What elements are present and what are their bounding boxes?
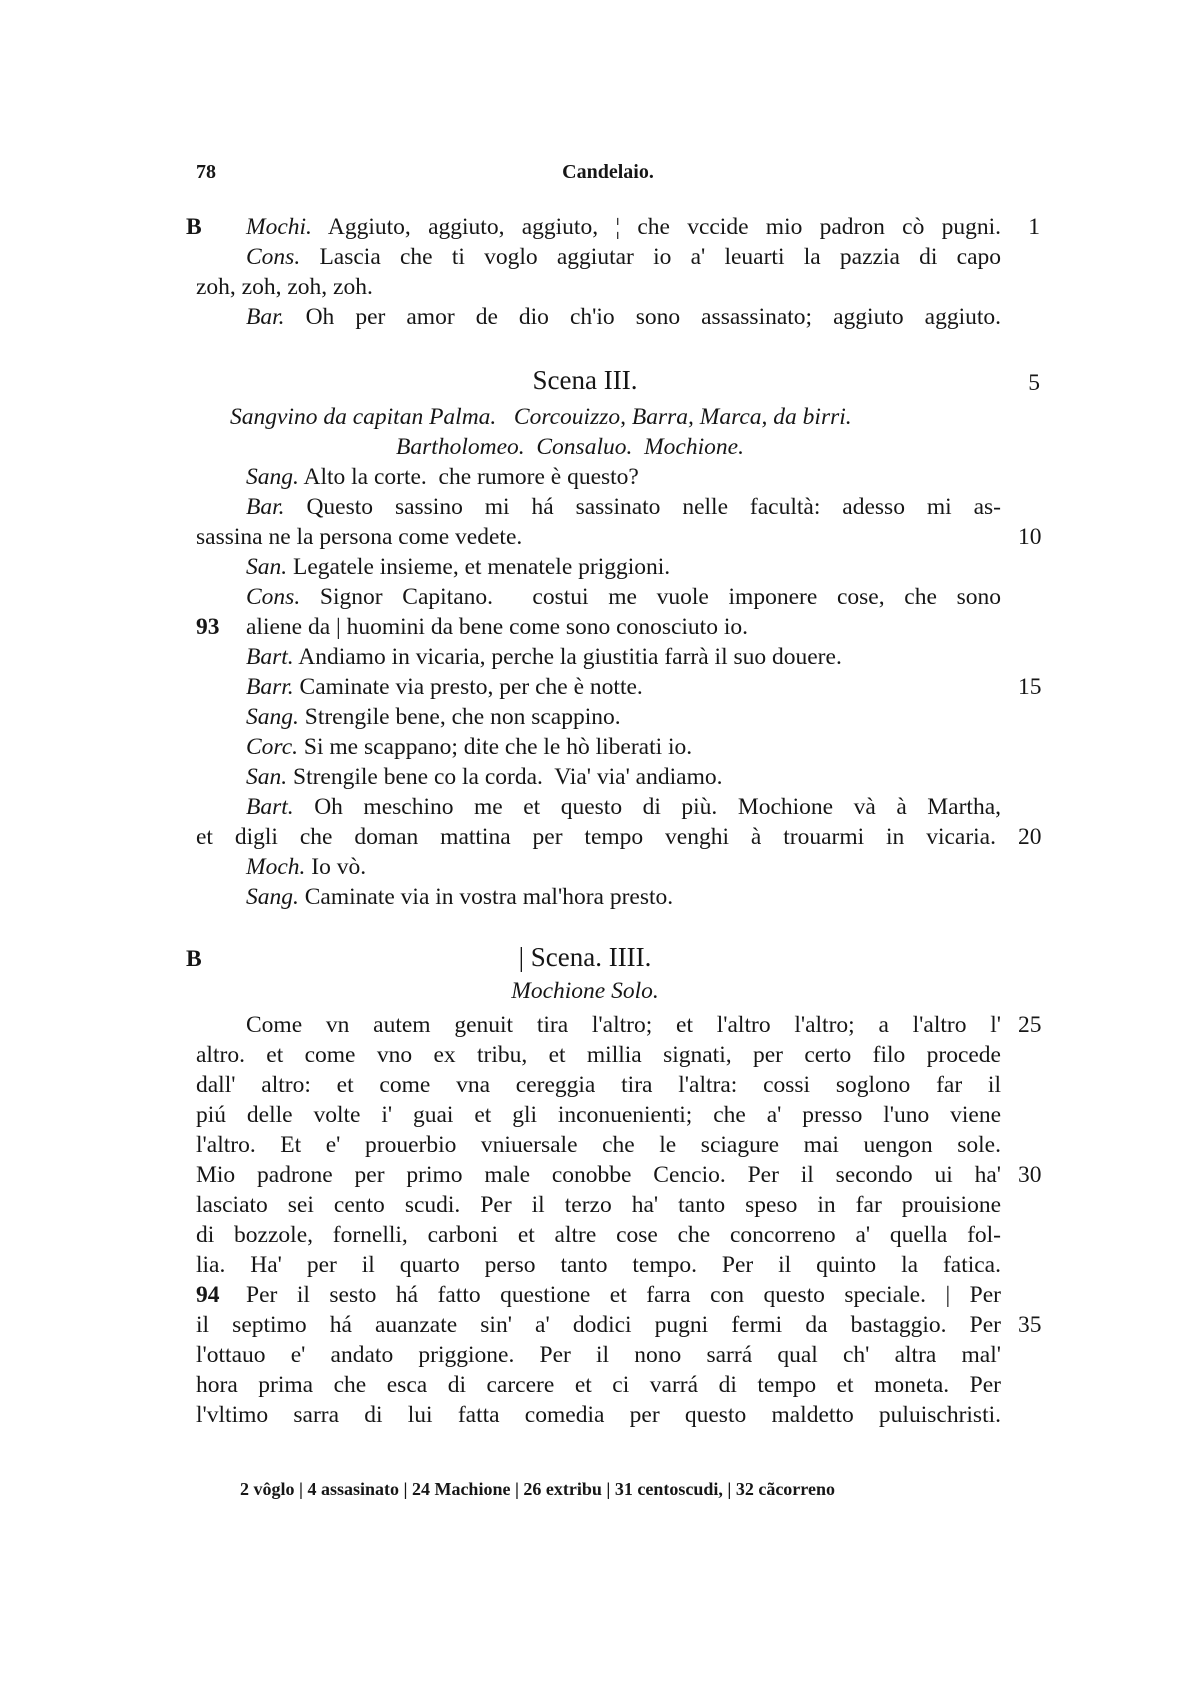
line-number: 1 — [1028, 214, 1040, 240]
scene-heading: | Scena. IIII. — [518, 942, 652, 972]
speech-text: Questo sassino mi há sassinato nelle facultà: adesso mi as- — [306, 494, 1001, 520]
line-number: 35 — [1018, 1312, 1042, 1338]
text-line: di bozzole, fornelli, carboni et altre cose che concorreno a' quella fol- — [196, 1222, 1001, 1248]
speech-text: Aggiuto, aggiuto, aggiuto, ¦ che vccide mio padron cò pugni. — [327, 214, 1001, 240]
speech-text: Legatele insieme, et menatele priggioni. — [293, 554, 671, 580]
text-line — [246, 642, 1001, 672]
margin-ref-93: 93 — [196, 614, 220, 640]
scene-heading: Scena III. — [532, 365, 638, 395]
speaker-label: Cons. — [246, 244, 301, 270]
speaker-label: Bart. — [246, 644, 294, 670]
speaker-label: Cons. — [246, 584, 301, 610]
speaker-label: Barr. — [246, 674, 294, 700]
speaker-label: Moch. — [246, 854, 306, 880]
text-line — [246, 212, 1001, 242]
line-number: 15 — [1018, 674, 1042, 700]
speaker-label: Bar. — [246, 304, 285, 330]
speaker-label: Bar. — [246, 494, 285, 520]
text-line: l'vltimo sarra di lui fatta comedia per questo maldetto puluischristi. — [196, 1402, 1001, 1428]
speaker-label: Mochi. — [246, 214, 312, 240]
speech-text: Si me scappano; dite che le hò liberati io. — [303, 734, 693, 760]
text-line: aliene da | huomini da bene come sono conosciuto io. — [246, 614, 748, 640]
running-title: Candelaio. — [562, 161, 654, 183]
line-number: 25 — [1018, 1012, 1042, 1038]
text-line — [246, 852, 1001, 882]
text-line — [246, 672, 1001, 702]
cast-list: Sangvino da capitan Palma. Corcouizzo, Barra, Marca, da birri. — [230, 404, 852, 430]
text-line: zoh, zoh, zoh, zoh. — [196, 274, 373, 300]
speech-text: Io vò. — [311, 854, 367, 880]
line-number: 5 — [1028, 370, 1040, 396]
speech-text: Caminate via presto, per che è notte. — [299, 674, 643, 700]
speaker-label: Sang. — [246, 464, 299, 490]
speaker-label: San. — [246, 554, 288, 580]
text-line: dall' altro: et come vna cereggia tira l'altra: cossi soglono far il — [196, 1072, 1001, 1098]
text-line: l'altro. Et e' prouerbio vniuersale che le sciagure mai uengon sole. — [196, 1132, 1001, 1158]
margin-b-marker: B — [186, 214, 202, 240]
text-line — [246, 582, 1001, 612]
line-number: 30 — [1018, 1162, 1042, 1188]
text-line — [246, 462, 1001, 492]
speech-text: Alto la corte. che rumore è questo? — [303, 464, 639, 490]
speech-text: Strengile bene co la corda. Via' via' andiamo. — [293, 764, 723, 790]
text-line: hora prima che esca di carcere et ci varrá di tempo et moneta. Per — [196, 1372, 1001, 1398]
text-line — [246, 732, 1001, 762]
speaker-label: Sang. — [246, 884, 299, 910]
line-number: 20 — [1018, 824, 1042, 850]
text-line: altro. et come vno ex tribu, et millia signati, per certo filo procede — [196, 1042, 1001, 1068]
speaker-label: San. — [246, 764, 288, 790]
page-number: 78 — [196, 161, 216, 183]
text-line: Per il sesto há fatto questione et farra con questo speciale. | Per — [246, 1282, 1001, 1308]
speaker-label: Sang. — [246, 704, 299, 730]
text-line: et digli che doman mattina per tempo venghi à trouarmi in vicaria. — [196, 824, 996, 850]
text-line — [246, 882, 1001, 912]
text-line: il septimo há auanzate sin' a' dodici pugni fermi da bastaggio. Per — [196, 1312, 1001, 1338]
speaker-label: Corc. — [246, 734, 299, 760]
speech-text: Oh meschino me et questo di più. Mochione và à Martha, — [314, 794, 1002, 820]
speech-text: Lascia che ti voglo aggiutar io a' leuarti la pazzia di capo — [319, 244, 1001, 270]
cast-list: Mochione Solo. — [511, 978, 659, 1004]
footnotes: 2 vôglo | 4 assasinato | 24 Machione | 26 extribu | 31 centoscudi, | 32 cãcorreno — [240, 1479, 835, 1499]
text-line — [246, 552, 1001, 582]
speech-text: Andiamo in vicaria, perche la giustitia farrà il suo douere. — [298, 644, 842, 670]
text-line: sassina ne la persona come vedete. — [196, 524, 523, 550]
margin-b-marker: B — [186, 946, 202, 972]
speech-text: Strengile bene, che non scappino. — [304, 704, 621, 730]
speech-text: Caminate via in vostra mal'hora presto. — [304, 884, 674, 910]
text-line — [246, 492, 1001, 522]
margin-ref-94: 94 — [196, 1282, 220, 1308]
text-line — [246, 762, 1001, 792]
cast-list: Bartholomeo. Consaluo. Mochione. — [396, 434, 744, 460]
text-line — [246, 702, 1001, 732]
text-line — [246, 792, 1001, 822]
text-line: lia. Ha' per il quarto perso tanto tempo. Per il quinto la fatica. — [196, 1252, 1001, 1278]
line-number: 10 — [1018, 524, 1042, 550]
speech-text: Oh per amor de dio ch'io sono assassinato; aggiuto aggiuto. — [305, 304, 1002, 330]
speaker-label: Bart. — [246, 794, 294, 820]
text-line: l'ottauo e' andato priggione. Per il nono sarrá qual ch' altra mal' — [196, 1342, 1001, 1368]
text-line: Mio padrone per primo male conobbe Cencio. Per il secondo ui ha' — [196, 1162, 1001, 1188]
text-line — [246, 302, 1001, 332]
text-line: lasciato sei cento scudi. Per il terzo ha' tanto speso in far prouisione — [196, 1192, 1001, 1218]
text-line: piú delle volte i' guai et gli inconuenienti; che a' presso l'uno viene — [196, 1102, 1001, 1128]
text-line — [246, 242, 1001, 272]
speech-text: Signor Capitano. costui me vuole imponere cose, che sono — [319, 584, 1002, 610]
text-line: Come vn autem genuit tira l'altro; et l'altro l'altro; a l'altro l' — [246, 1012, 1001, 1038]
